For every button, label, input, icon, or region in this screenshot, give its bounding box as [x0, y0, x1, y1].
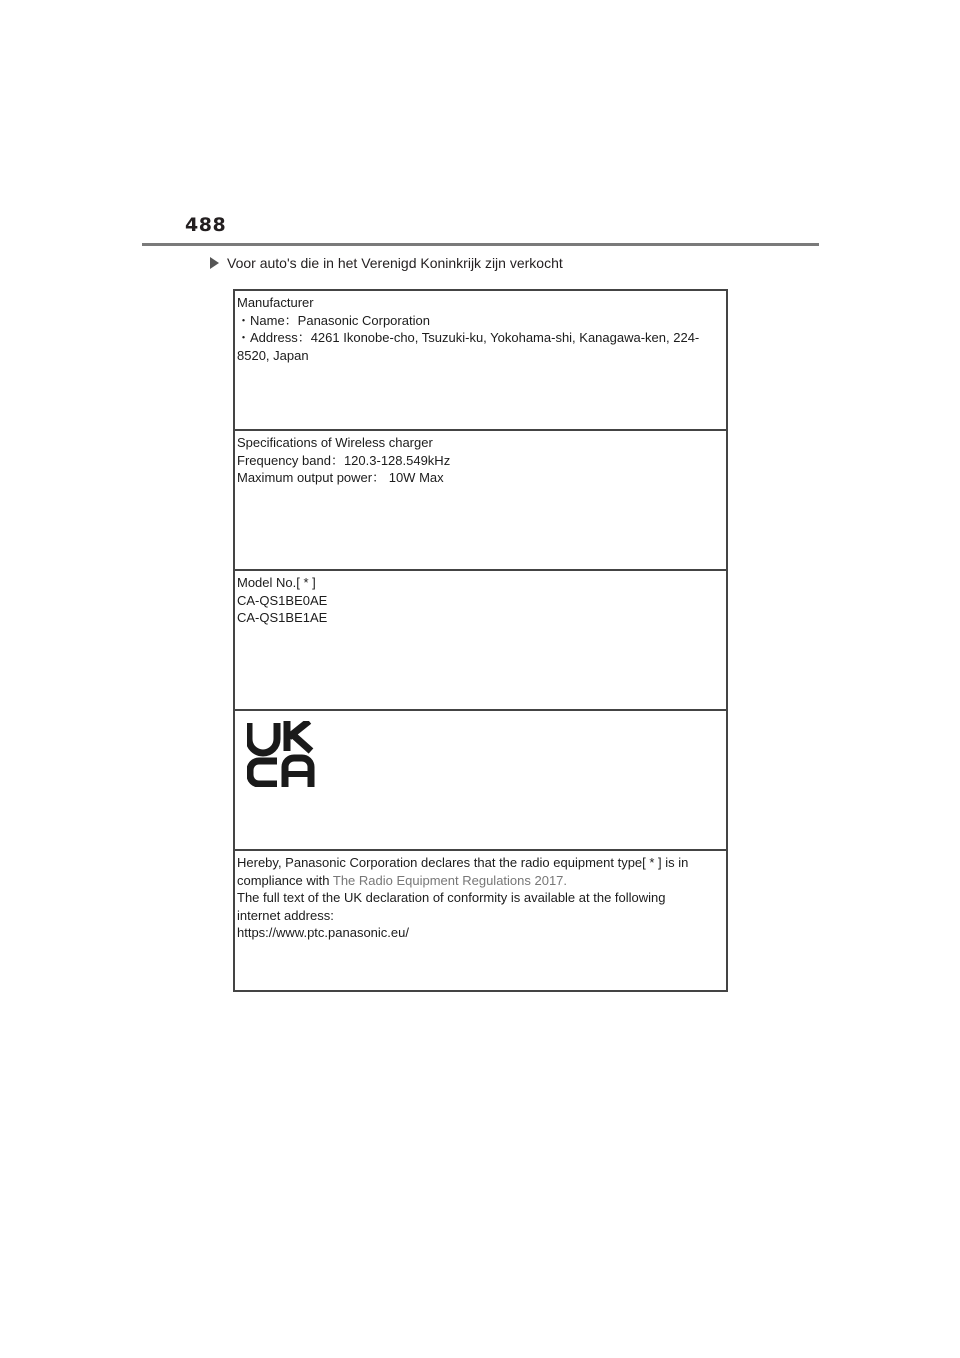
ukca-mark-icon: [247, 721, 315, 787]
maximum-output-power: Maximum output power： 10W Max: [237, 470, 444, 485]
declaration-url: https://www.ptc.panasonic.eu/: [237, 925, 409, 940]
declaration-compliance-prefix: compliance with: [237, 872, 333, 888]
declaration-cell: [235, 851, 726, 990]
model-cell: [235, 571, 726, 711]
model-number: CA-QS1BE1AE: [237, 610, 328, 625]
ukca-cell: [235, 711, 726, 851]
declaration-line: [237, 872, 724, 890]
model-number: CA-QS1BE0AE: [237, 592, 328, 608]
declaration-line: internet address:: [237, 907, 334, 923]
frequency-band: Frequency band：120.3-128.549kHz: [237, 452, 451, 468]
section-heading: [210, 255, 563, 271]
declaration-line: The full text of the UK declaration of conformity is available at the following: [237, 890, 666, 905]
header-divider: [142, 243, 819, 246]
specifications-cell: [235, 431, 726, 571]
regulation-name: The Radio Equipment Regulations 2017.: [332, 872, 568, 888]
manufacturer-name: ・Name：Panasonic Corporation: [237, 312, 430, 328]
declaration-line: Hereby, Panasonic Corporation declares that the radio equipment type[ * ] is in: [237, 855, 689, 870]
model-title: Model No.[ * ]: [237, 575, 316, 590]
page-number: 488: [185, 214, 227, 236]
manufacturer-address-line1: ・Address：4261 Ikonobe-cho, Tsuzuki-ku, Yokohama-shi, Kanagawa-ken, 224-: [237, 330, 700, 345]
manufacturer-address-line2: 8520, Japan: [237, 347, 309, 363]
manufacturer-title: Manufacturer: [237, 295, 314, 310]
specifications-title: Specifications of Wireless charger: [237, 435, 433, 450]
manufacturer-cell: [235, 291, 726, 431]
bullet-arrow-icon: [210, 257, 219, 269]
section-heading-text: Voor auto's die in het Verenigd Koninkrijk zijn verkocht: [227, 255, 563, 271]
compliance-label: [233, 289, 728, 992]
